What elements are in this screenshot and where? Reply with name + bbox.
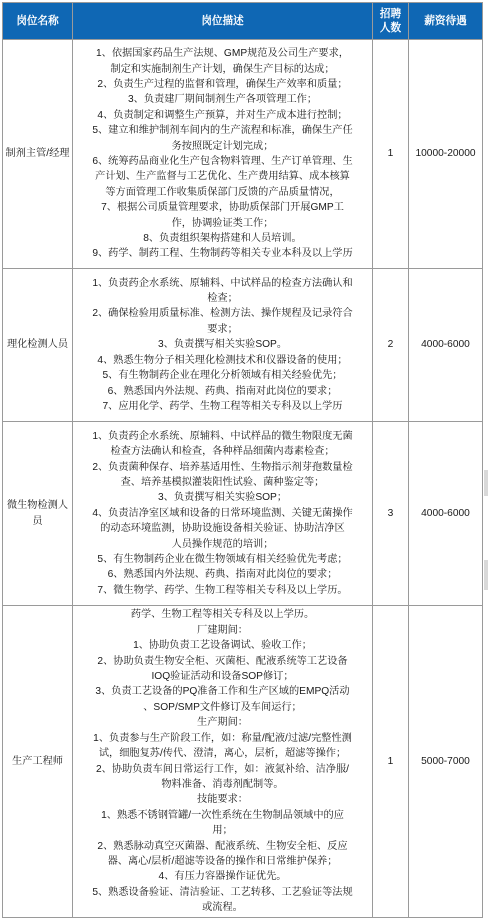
description-line: 6、统筹药品商业化生产包含物料管理、生产订单管理、生 xyxy=(92,156,353,167)
description-line: 3、负责建厂期间制剂生产各项管理工作； xyxy=(127,94,318,106)
job-title: 制剂主管/经理 xyxy=(3,40,73,269)
description-line: 务按照既定计划完成； xyxy=(171,140,274,152)
header-salary: 薪资待遇 xyxy=(409,3,483,40)
job-description xyxy=(73,40,373,269)
description-line: 1、依据国家药品生产法规、GMP规范及公司生产要求， xyxy=(96,48,349,60)
job-title: 微生物检测人员 xyxy=(3,422,73,606)
description-line: 2、协助负责车间日常运行工作，如：液氮补给、洁净服/ xyxy=(96,763,349,775)
description-line: 2、确保检验用质量标准、检测方法、操作规程及记录符合 xyxy=(92,308,353,320)
description-line: 3、负责撰写相关实验SOP； xyxy=(157,492,288,504)
job-salary: 4000-6000 xyxy=(409,269,483,422)
description-line: 4、熟悉生物分子相关理化检测技术和仪器设备的使用； xyxy=(97,354,348,366)
description-line: 1、协助负责工艺设备调试、验收工作； xyxy=(133,640,312,652)
description-line: 2、负责生产过程的监督和管理，确保生产效率和质量； xyxy=(97,78,348,90)
description-line: 2、协助负责生物安全柜、灭菌柜、配液系统等工艺设备 xyxy=(97,655,348,667)
description-line: 要求； xyxy=(207,323,238,335)
description-line: 3、负责撰写相关实验SOP。 xyxy=(157,339,288,351)
description-line: 检查； xyxy=(207,293,238,305)
job-salary: 5000-7000 xyxy=(409,606,483,918)
description-line: 5、建立和维护制剂车间内的生产流程和标准，确保生产任 xyxy=(92,125,353,137)
description-line: 1、负责药企水系统、原辅料、中试样品的检查方法确认和 xyxy=(92,277,353,289)
header-position-name: 岗位名称 xyxy=(3,3,73,40)
description-line: 1、负责参与生产阶段工作，如：称量/配液/过滤/完整性测 xyxy=(93,732,352,744)
description-line: 4、有压力容器操作证优先。 xyxy=(158,871,287,883)
description-line: 6、熟悉国内外法规、药典、指南对此岗位的要求； xyxy=(107,385,338,397)
description-line: 查、培养基模拟灌装阳性试验、菌种鉴定等； xyxy=(120,476,325,488)
description-line: 药学、生物工程等相关专科及以上学历。 xyxy=(130,609,315,621)
job-title: 理化检测人员 xyxy=(3,269,73,422)
description-line: 或流程。 xyxy=(202,902,243,914)
description-line: 5、熟悉设备验证、清洁验证、工艺转移、工艺验证等法规 xyxy=(92,886,353,898)
description-line: 试，细胞复苏/传代、澄清，离心，层析，超滤等操作； xyxy=(98,748,347,760)
job-salary: 10000-20000 xyxy=(409,40,483,269)
description-line: 5、有生物制药企业在理化分析领域有相关经验优先； xyxy=(102,370,343,382)
description-line: 检查方法确认和检查，各种样品细菌内毒素检查； xyxy=(110,446,335,458)
description-line: 7、根据公司质量管理要求，协助质保部门开展GMP工 xyxy=(101,202,344,214)
header-description: 岗位描述 xyxy=(73,3,373,40)
job-headcount: 1 xyxy=(373,40,409,269)
job-salary: 4000-6000 xyxy=(409,422,483,606)
description-line: 产计划、生产监督与工艺优化、生产费用结算、成本核算 xyxy=(95,171,350,183)
description-line: 7、微生物学、药学、生物工程等相关专科及以上学历。 xyxy=(97,584,348,596)
description-line: 器、离心/层析/超滤等设备的操作和日常维护保养； xyxy=(107,855,338,867)
description-line: 7、应用化学、药学、生物工程等相关专科及以上学历 xyxy=(102,400,343,412)
description-line: 1、负责药企水系统、原辅料、中试样品的微生物限度无菌 xyxy=(92,430,353,442)
description-line: 的动态环境监测，协助设施设备相关验证、协助洁净区 xyxy=(100,523,345,535)
job-row xyxy=(3,40,483,269)
job-headcount: 3 xyxy=(373,422,409,606)
description-line: 4、负责洁净室区域和设备的日常环境监测、关键无菌操作 xyxy=(92,507,353,519)
job-table xyxy=(2,2,483,918)
description-line: 9、药学、制药工程、生物制药等相关专业本科及以上学历 xyxy=(92,248,353,260)
job-description xyxy=(73,422,373,606)
description-line: 物料准备、消毒剂配制等。 xyxy=(161,778,284,790)
description-line: 、SOP/SMP文件修订及车间运行； xyxy=(143,701,302,713)
description-line: 3、负责工艺设备的PQ准备工作和生产区域的EMPQ活动 xyxy=(95,686,350,698)
description-line: 8、负责组织架构搭建和人员培训。 xyxy=(143,233,302,245)
description-line: 厂建期间： xyxy=(197,624,248,636)
job-row xyxy=(3,269,483,422)
description-line: 作，协调验证类工作； xyxy=(171,217,274,229)
page-edge-shadow xyxy=(484,560,488,590)
description-line: 生产期间： xyxy=(197,717,248,729)
job-headcount: 1 xyxy=(373,606,409,918)
description-line: 用； xyxy=(212,825,233,837)
description-line: 6、熟悉国内外法规、药典、指南对此岗位的要求； xyxy=(107,569,338,581)
header-row xyxy=(3,3,483,40)
job-headcount: 2 xyxy=(373,269,409,422)
description-line: 4、负责制定和调整生产预算，并对生产成本进行控制； xyxy=(97,109,348,121)
description-line: 5、有生物制药企业在微生物领域有相关经验优先考虑； xyxy=(97,554,348,566)
job-description xyxy=(73,606,373,918)
description-line: 制定和实施制剂生产计划，确保生产目标的达成； xyxy=(110,63,335,75)
job-title: 生产工程师 xyxy=(3,606,73,918)
description-line: 2、负责菌种保存、培养基适用性、生物指示剂芽孢数量检 xyxy=(92,461,353,473)
job-row xyxy=(3,606,483,918)
page-edge-shadow xyxy=(484,470,488,496)
description-line: 2、熟悉脉动真空灭菌器、配液系统、生物安全柜、反应 xyxy=(97,840,348,852)
job-description xyxy=(73,269,373,422)
header-headcount: 招聘人数 xyxy=(373,3,409,40)
description-line: 等方面管理工作收集质保部门反馈的产品质量情况， xyxy=(105,186,340,198)
description-line: 人员操作规范的培训； xyxy=(171,538,274,550)
description-line: 1、熟悉不锈钢管罐/一次性系统在生物制品领域中的应 xyxy=(101,809,344,821)
description-line: 技能要求： xyxy=(197,794,248,806)
job-row xyxy=(3,422,483,606)
description-line: IOQ验证活动和设备SOP修订； xyxy=(151,671,294,683)
